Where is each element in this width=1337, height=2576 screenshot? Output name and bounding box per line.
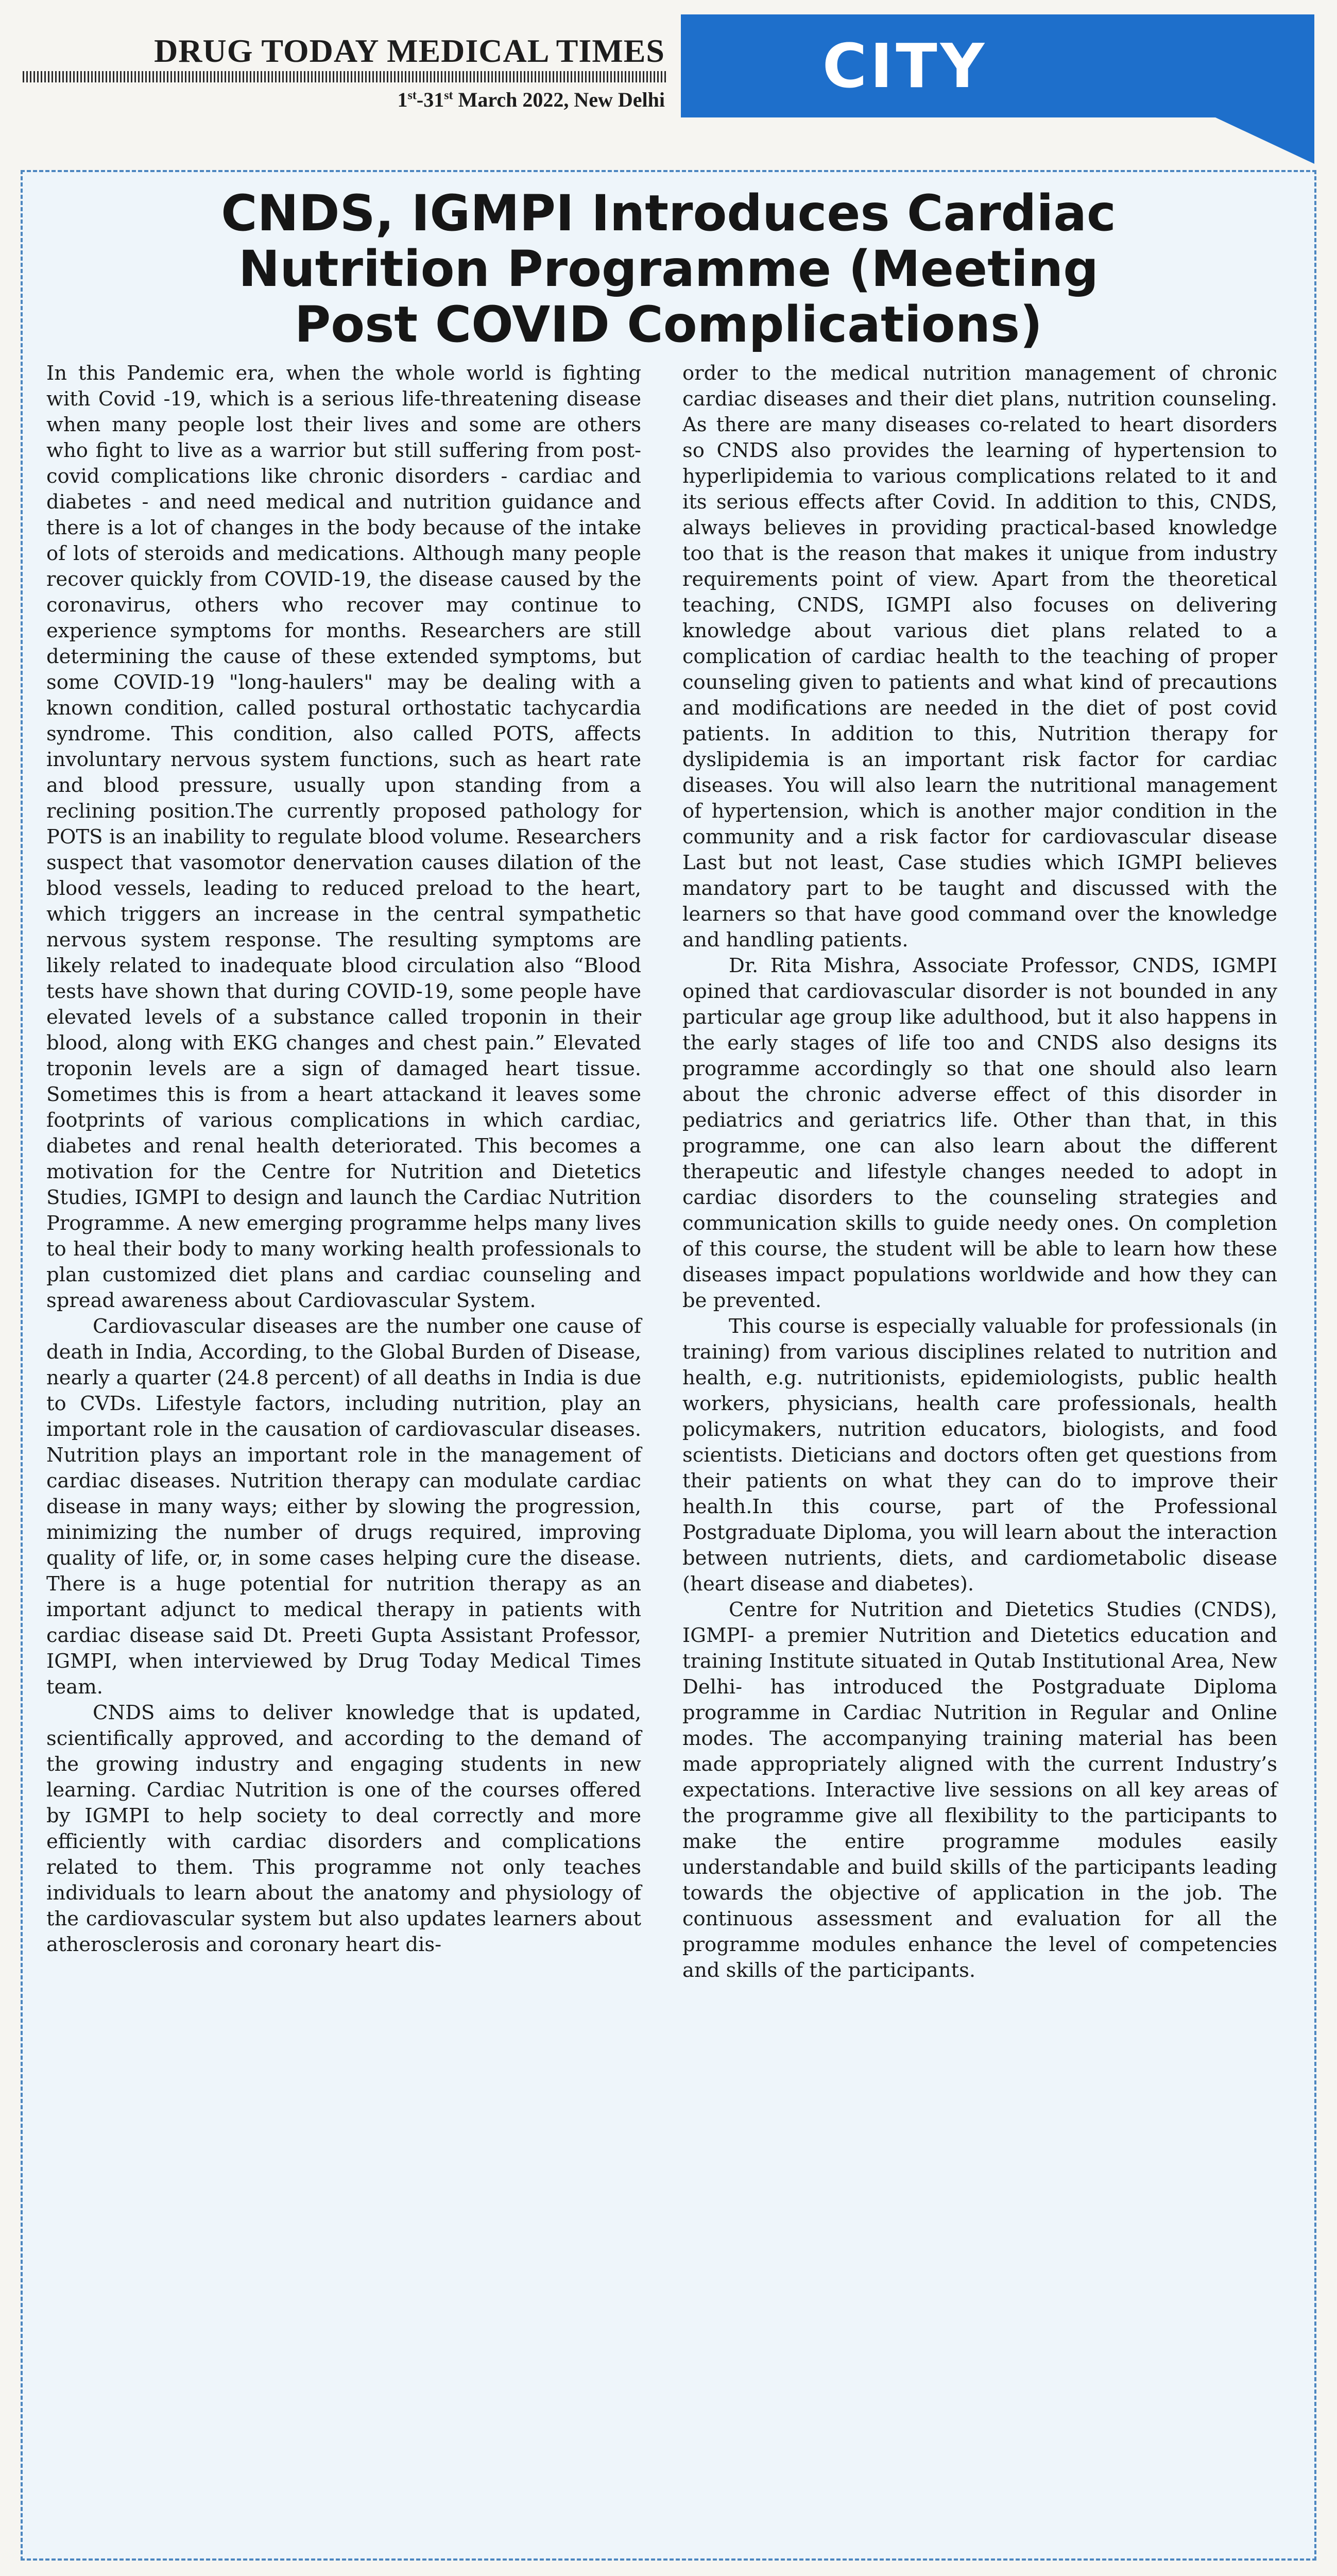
section-label: CITY <box>822 30 988 101</box>
masthead <box>0 0 1337 155</box>
paragraph-right-2: Dr. Rita Mishra, Associate Professor, CNDS, IGMPI opined that cardiovascular disorder is not bounded in any particular age group like adulthood, but it also happens in the early stages of life too and CNDS also designs its programme accordingly so that one should also learn about the chronic adverse effect of this disorder in pediatrics and geriatrics life. Other than that, in this programme, one can also learn about the different therapeutic and lifestyle changes needed to adopt in cardiac disorders to the counseling strategies and communication skills to guide needy ones. On completion of this course, the student will be able to learn how these diseases impact populations worldwide and how they can be prevented. <box>682 954 1277 1312</box>
date-day-start: 1 <box>397 88 408 111</box>
date-day-end: -31 <box>416 88 444 111</box>
paragraph-left-3: CNDS aims to deliver knowledge that is updated, scientifically approved, and according to the demand of the growing industry and engaging students in new learning. Cardiac Nutrition is one of the courses offered by IGMPI to help society to deal correctly and more efficiently with cardiac disorders and complications related to them. This programme not only teaches individuals to learn about the anatomy and physiology of the cardiovascular system but also updates learners about atherosclerosis and coronary heart dis- <box>46 1701 641 1956</box>
paragraph-right-3: This course is especially valuable for professionals (in training) from various disciplines related to nutrition and health, e.g. nutritionists, epidemiologists, public health workers, physicians, health care professionals, health policymakers, nutrition educators, biologists, and food scientists. Dieticians and doctors often get questions from their patients on what they can do to improve their health.In this course, part of the Professional Postgraduate Diploma, you will learn about the interaction between nutrients, diets, and cardiometabolic disease (heart disease and diabetes). <box>682 1315 1277 1596</box>
date-suffix-end: st <box>444 89 453 103</box>
date-month-place: March 2022, New Delhi <box>453 88 665 111</box>
article-column-left <box>46 361 641 1958</box>
publication-title: DRUG TODAY MEDICAL TIMES <box>154 32 665 69</box>
paragraph-right-1: order to the medical nutrition management of chronic cardiac diseases and their diet plans, nutrition counseling. As there are many diseases co-related to heart disorders so CNDS also provides the learning of hypertension to hyperlipidemia to various complications related to it and its serious effects after Covid. In addition to this, CNDS, always believes in providing practical-based knowledge too that is the reason that makes it unique from industry requirements point of view. Apart from the theoretical teaching, CNDS, IGMPI also focuses on delivering knowledge about various diet plans related to a complication of cardiac health to the teaching of proper counseling given to patients and what kind of precautions and modifications are needed in the diet of post covid patients. In addition to this, Nutrition therapy for dyslipidemia is an important risk factor for cardiac diseases. You will also learn the nutritional management of hypertension, which is another major condition in the community and a risk factor for cardiovascular disease Last but not least, Case studies which IGMPI believes mandatory part to be taught and discussed with the learners so that have good command over the knowledge and handling patients. <box>682 362 1277 952</box>
masthead-hatched-rule <box>23 71 666 82</box>
headline-line-1: CNDS, IGMPI Introduces Cardiac <box>221 184 1116 242</box>
publication-date <box>398 88 665 112</box>
paragraph-left-2: Cardiovascular diseases are the number one cause of death in India, According, to the Global Burden of Disease, nearly a quarter (24.8 percent) of all deaths in India is due to CVDs. Lifestyle factors, including nutrition, play an important role in the causation of cardiovascular diseases. Nutrition plays an important role in the management of cardiac diseases. Nutrition therapy can modulate cardiac disease in many ways; either by slowing the progression, minimizing the number of drugs required, improving quality of life, or, in some cases helping cure the disease. There is a huge potential for nutrition therapy as an important adjunct to medical therapy in patients with cardiac disease said Dt. Preeti Gupta Assistant Professor, IGMPI, when interviewed by Drug Today Medical Times team. <box>46 1315 641 1699</box>
headline-line-3: Post COVID Complications) <box>294 296 1043 353</box>
headline-line-2: Nutrition Programme (Meeting <box>238 240 1099 298</box>
paragraph-left-1: In this Pandemic era, when the whole world is fighting with Covid -19, which is a serious life-threatening disease when many people lost their lives and some are others who fight to live as a warrior but still suffering from post-covid complications like chronic disorders - cardiac and diabetes - and need medical and nutrition guidance and there is a lot of changes in the body because of the intake of lots of steroids and medications. Although many people recover quickly from COVID-19, the disease caused by the coronavirus, others who recover may continue to experience symptoms for months. Researchers are still determining the cause of these extended symptoms, but some COVID-19 "long-haulers" may be dealing with a known condition, called postural orthostatic tachycardia syndrome. This condition, also called POTS, affects involuntary nervous system functions, such as heart rate and blood pressure, usually upon standing from a reclining position.The currently proposed pathology for POTS is an inability to regulate blood volume. Researchers suspect that vasomotor denervation causes dilation of the blood vessels, leading to reduced preload to the heart, which triggers an increase in the central sympathetic nervous system response. The resulting symptoms are likely related to inadequate blood circulation also “Blood tests have shown that during COVID-19, some people have elevated levels of a substance called troponin in their blood, along with EKG changes and chest pain.” Elevated troponin levels are a sign of damaged heart tissue. Sometimes this is from a heart attackand it leaves some footprints of various complications in which cardiac, diabetes and renal health deteriorated. This becomes a motivation for the Centre for Nutrition and Dietetics Studies, IGMPI to design and launch the Cardiac Nutrition Programme. A new emerging programme helps many lives to heal their body to many working health professionals to plan customized diet plans and cardiac counseling and spread awareness about Cardiovascular System. <box>46 362 641 1312</box>
date-suffix-start: st <box>407 89 417 103</box>
article-headline <box>31 185 1306 352</box>
article-column-right <box>682 361 1277 1984</box>
section-tab-corner <box>1215 117 1314 164</box>
paragraph-right-4: Centre for Nutrition and Dietetics Studies (CNDS), IGMPI- a premier Nutrition and Dietetics education and training Institute situated in Qutab Institutional Area, New Delhi- has introduced the Postgraduate Diploma programme in Cardiac Nutrition in Regular and Online modes. The accompanying training material has been made appropriately aligned with the current Industry’s expectations. Interactive live sessions on all key areas of the programme give all flexibility to the participants to make the entire programme modules easily understandable and build skills of the participants leading towards the objective of application in the job. The continuous assessment and evaluation for all the programme modules enhance the level of competencies and skills of the participants. <box>682 1598 1277 1982</box>
